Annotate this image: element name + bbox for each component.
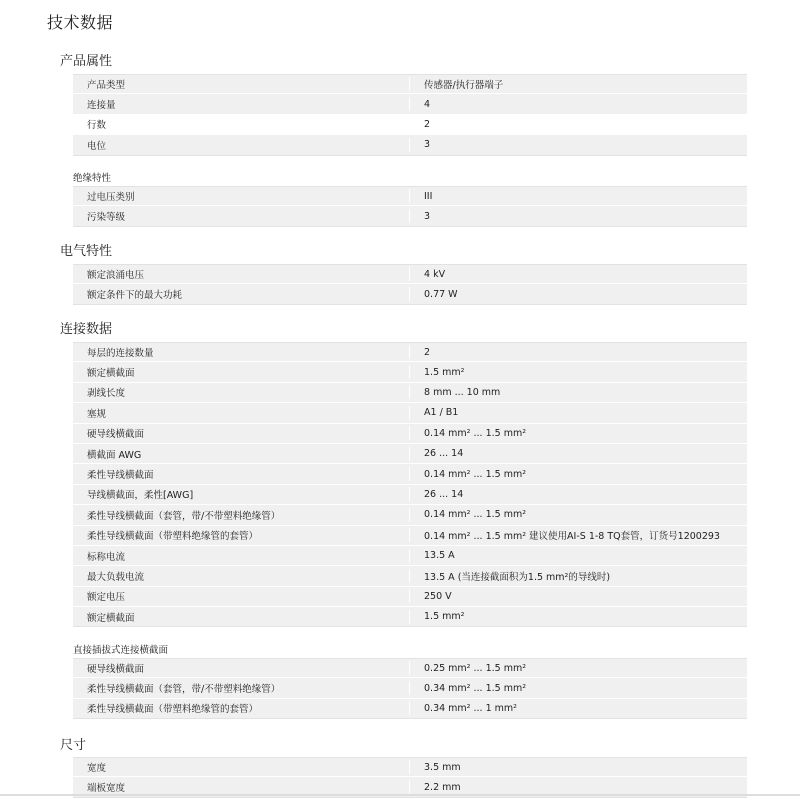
page-title: 技术数据 — [47, 13, 114, 32]
table-row — [73, 757, 747, 777]
row-value: 0.14 mm² ... 1.5 mm² — [424, 509, 527, 521]
table-row — [73, 383, 747, 403]
row-label: 剥线长度 — [73, 385, 410, 399]
row-label: 额定浪涌电压 — [73, 267, 410, 281]
row-label: 宽度 — [73, 760, 410, 774]
table-row — [73, 424, 747, 444]
row-label: 塞规 — [73, 406, 410, 420]
row-label: 电位 — [73, 138, 410, 152]
row-value: 0.14 mm² ... 1.5 mm² — [424, 468, 527, 480]
row-value: A1 / B1 — [424, 407, 459, 419]
row-label: 最大负载电流 — [73, 569, 410, 583]
table-row — [73, 362, 747, 382]
row-label: 连接量 — [73, 97, 410, 111]
row-value: 传感器/执行器端子 — [424, 80, 504, 92]
row-value: 0.25 mm² ... 1.5 mm² — [424, 662, 527, 674]
row-value: 0.34 mm² ... 1.5 mm² — [424, 682, 527, 694]
section-title-dimensions: 尺寸 — [60, 738, 87, 753]
table-row — [73, 74, 747, 94]
row-value: 3.5 mm — [424, 761, 461, 773]
row-value: 0.77 W — [424, 288, 458, 300]
row-value: 2 — [424, 346, 431, 358]
row-label: 导线横截面，柔性[AWG] — [73, 487, 410, 501]
table-row — [73, 284, 747, 304]
table-row — [73, 587, 747, 607]
row-value: 250 V — [424, 590, 452, 602]
row-label: 柔性导线横截面（带塑料绝缘管的套管） — [73, 528, 410, 542]
row-label: 柔性导线横截面（套管，带/不带塑料绝缘管） — [73, 681, 410, 695]
table-row — [73, 464, 747, 484]
table-row — [73, 546, 747, 566]
section-title-connection: 连接数据 — [60, 322, 113, 337]
table-push-in — [73, 658, 747, 719]
row-label: 硬导线横截面 — [73, 661, 410, 675]
section-title-electrical: 电气特性 — [60, 244, 113, 259]
row-label: 行数 — [73, 117, 410, 131]
row-label: 标称电流 — [73, 549, 410, 563]
subsection-title-insulation: 绝缘特性 — [73, 173, 112, 184]
row-label: 柔性导线横截面（带塑料绝缘管的套管） — [73, 701, 410, 715]
row-label: 污染等级 — [73, 209, 410, 223]
row-value: 26 ... 14 — [424, 488, 464, 500]
row-label: 产品类型 — [73, 77, 410, 91]
table-connection — [73, 342, 747, 627]
table-row — [73, 658, 747, 678]
row-value: 2.2 mm — [424, 781, 461, 793]
row-label: 柔性导线横截面（套管，带/不带塑料绝缘管） — [73, 508, 410, 522]
row-value: 3 — [424, 139, 431, 151]
row-value: 1.5 mm² — [424, 366, 465, 378]
table-row — [73, 444, 747, 464]
row-value: 1.5 mm² — [424, 611, 465, 623]
table-insulation — [73, 186, 747, 227]
row-label: 横截面 AWG — [73, 447, 410, 461]
table-row — [73, 135, 747, 155]
table-product-properties — [73, 74, 747, 156]
row-value: III — [424, 190, 433, 202]
row-value: 8 mm ... 10 mm — [424, 386, 501, 398]
row-label: 每层的连接数量 — [73, 345, 410, 359]
table-row — [73, 206, 747, 226]
row-label: 过电压类别 — [73, 189, 410, 203]
row-label: 额定条件下的最大功耗 — [73, 287, 410, 301]
subsection-title-push-in: 直接插拔式连接横截面 — [73, 645, 169, 656]
table-row — [73, 94, 747, 114]
section-title-product-properties: 产品属性 — [60, 54, 113, 69]
row-value: 13.5 A — [424, 550, 455, 562]
table-dimensions — [73, 757, 747, 798]
row-value: 0.14 mm² ... 1.5 mm² — [424, 427, 527, 439]
table-row — [73, 342, 747, 362]
table-row — [73, 403, 747, 423]
table-row — [73, 485, 747, 505]
table-row — [73, 607, 747, 627]
row-value: 13.5 A (当连接截面积为1.5 mm²的导线时) — [424, 571, 611, 583]
row-label: 额定电压 — [73, 589, 410, 603]
table-row — [73, 678, 747, 698]
table-row — [73, 264, 747, 284]
row-value: 0.34 mm² ... 1 mm² — [424, 702, 517, 714]
row-value: 26 ... 14 — [424, 448, 464, 460]
row-label: 端板宽度 — [73, 780, 410, 794]
table-row — [73, 505, 747, 525]
row-value: 4 kV — [424, 268, 446, 280]
table-row — [73, 186, 747, 206]
row-label: 柔性导线横截面 — [73, 467, 410, 481]
row-label: 硬导线横截面 — [73, 426, 410, 440]
table-row — [73, 566, 747, 586]
row-value: 0.14 mm² ... 1.5 mm² 建议使用AI-S 1-8 TQ套管，订货号1200293 — [424, 531, 720, 543]
row-value: 4 — [424, 98, 431, 110]
row-value: 2 — [424, 118, 431, 130]
row-label: 额定横截面 — [73, 610, 410, 624]
table-electrical — [73, 264, 747, 305]
table-row — [73, 699, 747, 719]
row-label: 额定横截面 — [73, 365, 410, 379]
table-row — [73, 115, 747, 135]
table-row — [73, 526, 747, 546]
row-value: 3 — [424, 210, 431, 222]
